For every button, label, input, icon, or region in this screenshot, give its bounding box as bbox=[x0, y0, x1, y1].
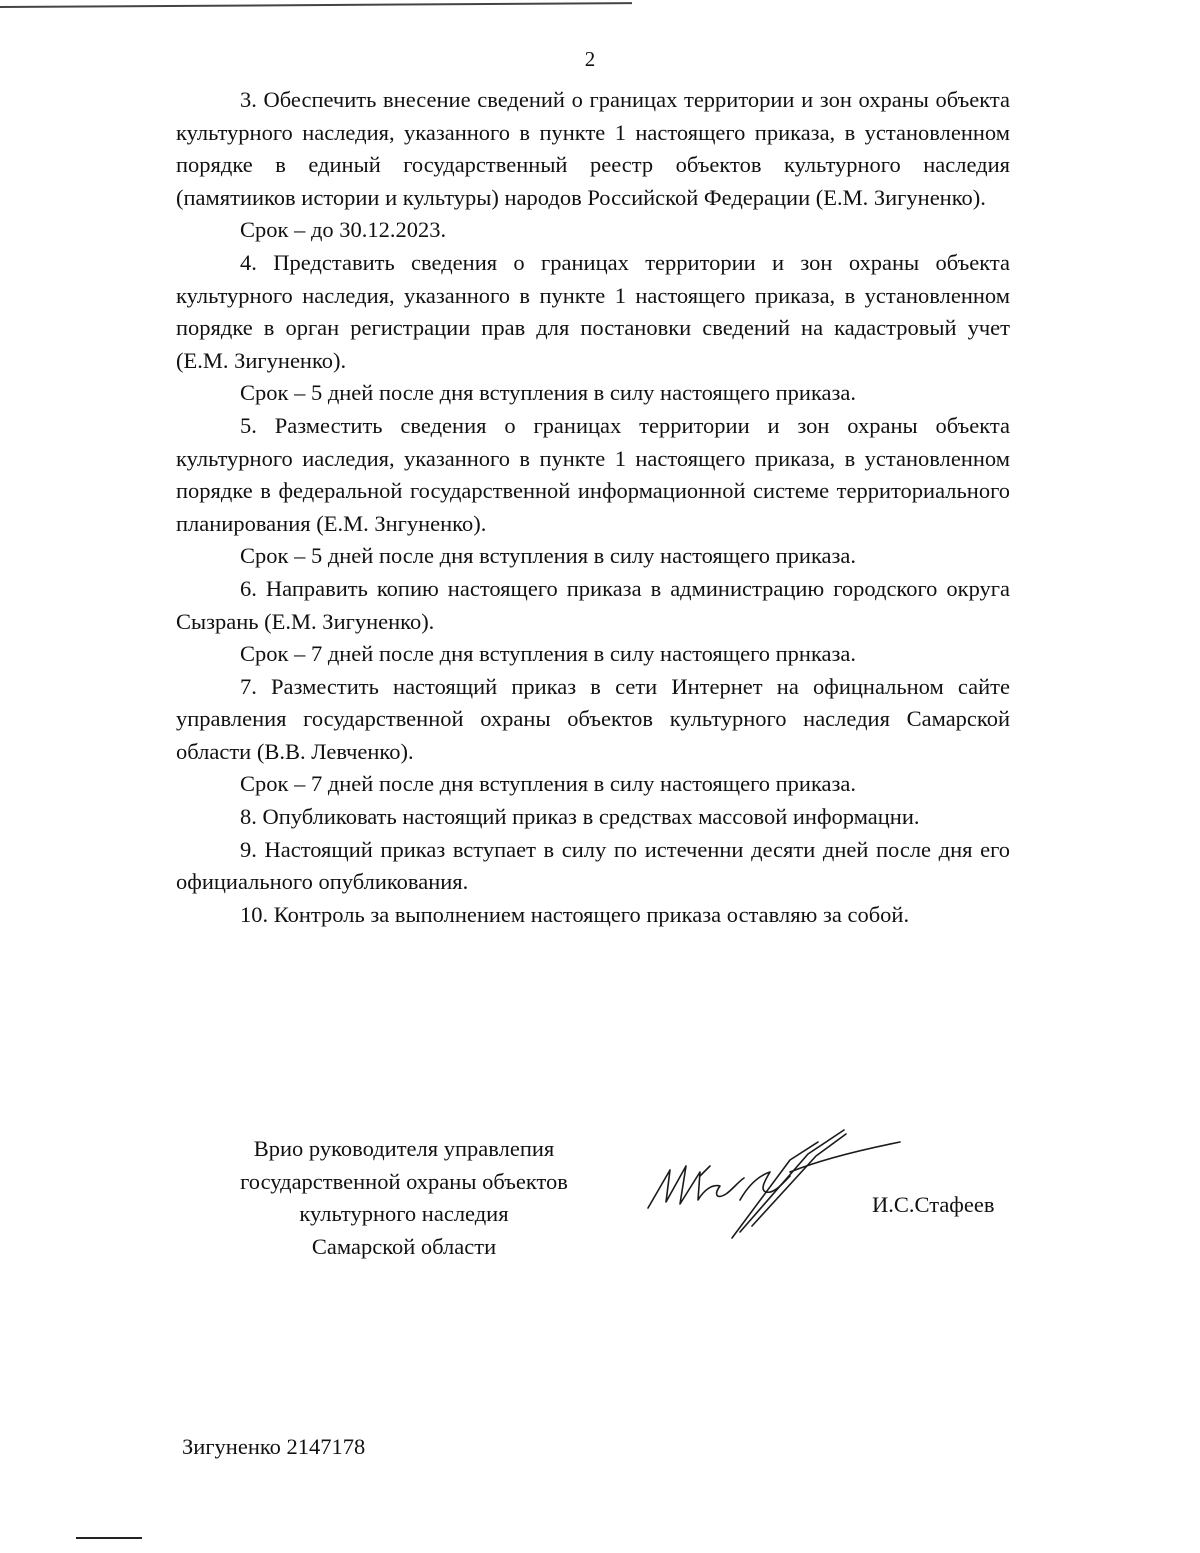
signatory-name: И.С.Стафеев bbox=[872, 1192, 995, 1217]
paragraph-item-10: 10. Контроль за выполнением настоящего приказа оставляю за собой. bbox=[240, 901, 910, 927]
signatory-position-line: культурного наследия bbox=[299, 1201, 509, 1227]
page-number: 2 bbox=[584, 47, 596, 71]
deadline-item-4: Срок – 5 дней после дня вступления в силу настоящего приказа. bbox=[240, 380, 857, 406]
handwritten-signature bbox=[640, 1120, 910, 1240]
signatory-position bbox=[204, 1133, 604, 1263]
deadline-item-5: Срок – 5 дней после дня вступления в силу настоящего приказа. bbox=[240, 543, 857, 569]
order-body-text bbox=[176, 84, 1010, 931]
paragraph-item-3: 3. Обеспечить внесение сведений о границах территории и зон охраны объекта культурного наследия, указанного в пункте 1 настоящего приказа, в установленном порядке в единый государственный реестр объектов культурного наследия (памятииков истории и культуры) народов Российской Федерации (Е.М. Зигуненко). bbox=[176, 87, 1010, 210]
scan-bottom-edge-mark bbox=[76, 1537, 142, 1539]
signatory-position-line: Врио руководителя управлепия bbox=[253, 1136, 555, 1161]
paragraph-item-9: 9. Настоящий приказ вступает в силу по истеченни десяти дней после дня его официального опубликования. bbox=[176, 836, 1010, 895]
paragraph-item-5: 5. Разместить сведения о границах территории и зон охраны объекта культурного иаследия, указанного в пункте 1 настоящего приказа, в установленном порядке в федеральной государственной информационной системе территориального планирования (Е.М. Знгуненко). bbox=[176, 412, 1010, 536]
signatory-position-line: государственной охраны объектов bbox=[240, 1168, 568, 1194]
executor-contact: Зигуненко 2147178 bbox=[182, 1434, 366, 1459]
scan-top-edge-line bbox=[0, 2, 632, 8]
deadline-item-7: Срок – 7 дней после дня вступления в силу настоящего приказа. bbox=[240, 771, 857, 797]
deadline-item-3: Срок – до 30.12.2023. bbox=[240, 217, 447, 243]
deadline-item-6: Срок – 7 дней после дня вступления в силу настоящего прнказа. bbox=[240, 641, 857, 667]
paragraph-item-4: 4. Представить сведения о границах территории и зон охраны объекта культурного наследия, указанного в пункте 1 настоящего приказа, в установленном порядке в орган регистрации прав для постановки сведений на кадастровый учет (Е.М. Зигуненко). bbox=[176, 249, 1010, 373]
paragraph-item-8: 8. Опубликовать настоящий приказ в средствах массовой информацни. bbox=[240, 804, 920, 830]
signatory-position-line: Самарской области bbox=[311, 1233, 497, 1259]
paragraph-item-6: 6. Направить копию настоящего приказа в администрацию городского округа Сызрань (Е.М. Зигуненко). bbox=[176, 575, 1010, 634]
paragraph-item-7: 7. Разместить настоящий приказ в сети Интернет на офицнальном сайте управления государственной охраны объектов культурного наследия Самарской области (В.В. Левченко). bbox=[176, 673, 1010, 764]
